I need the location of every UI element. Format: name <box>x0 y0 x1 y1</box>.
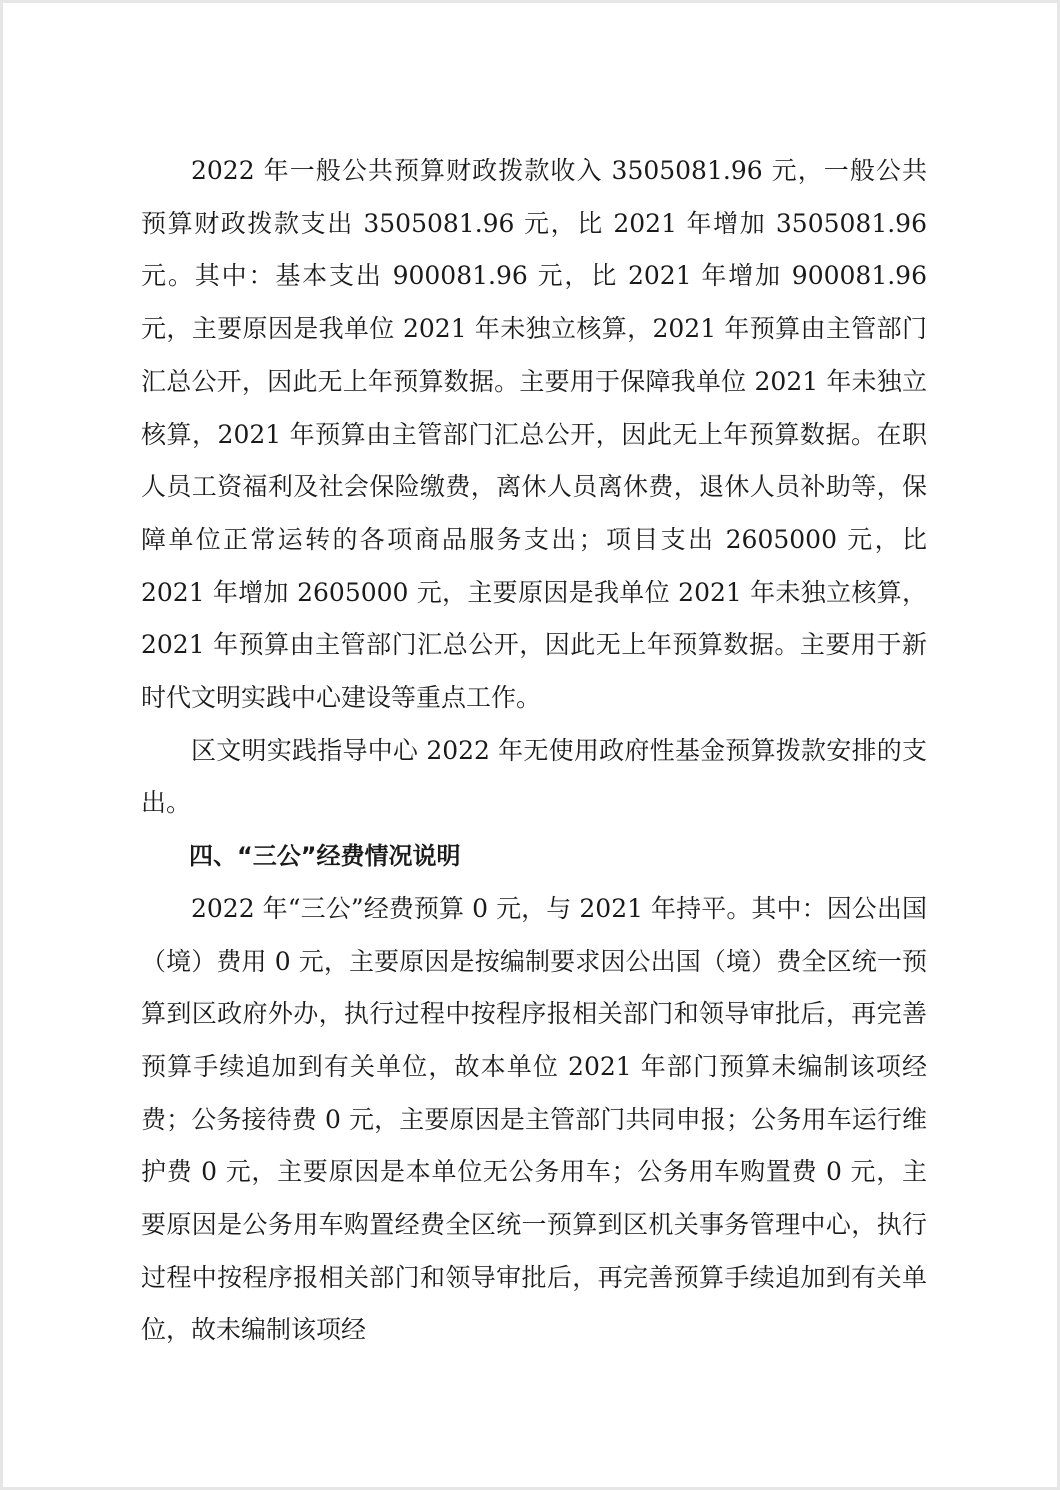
section-heading: 四、“三公”经费情况说明 <box>189 842 461 871</box>
three-public-paragraph: 2022 年“三公”经费预算 0 元，与 2021 年持平。其中：因公出国（境）费用 0 元，主要原因是按编制要求因公出国（境）费全区统一预算到区政府外办，执行过程中按程序报相关部门和领导审批后，再完善预算手续追加到有关单位，故本单位 2021 年部门预算未编制该项经费；公务接待费 0 元，主要原因是主管部门共同申报；公务用车运行维护费 0 元，主要原因是本单位无公务用车；公务用车购置费 0 元，主要原因是公务用车购置经费全区统一预算到区机关事务管理中心，执行过程中按程序报相关部门和领导审批后，再完善预算手续追加到有关单位，故未编制该项经 <box>141 893 927 1345</box>
budget-paragraph: 2022 年一般公共预算财政拨款收入 3505081.96 元，一般公共预算财政拨款支出 3505081.96 元，比 2021 年增加 3505081.96 元。其中：基本支出 900081.96 元，比 2021 年增加 900081.96 元，主要原因是我单位 2021 年未独立核算，2021 年预算由主管部门汇总公开，因此无上年预算数据。主要用于保障我单位 2021 年未独立核算，2021 年预算由主管部门汇总公开，因此无上年预算数据。在职人员工资福利及社会保险缴费，离休人员离休费，退休人员补助等，保障单位正常运转的各项商品服务支出；项目支出 2605000 元，比 2021 年增加 2605000 元，主要原因是我单位 2021 年未独立核算，2021 年预算由主管部门汇总公开，因此无上年预算数据。主要用于新时代文明实践中心建设等重点工作。 <box>141 156 927 713</box>
fund-paragraph: 区文明实践指导中心 2022 年无使用政府性基金预算拨款安排的支出。 <box>141 735 927 818</box>
document-body <box>141 145 927 1357</box>
